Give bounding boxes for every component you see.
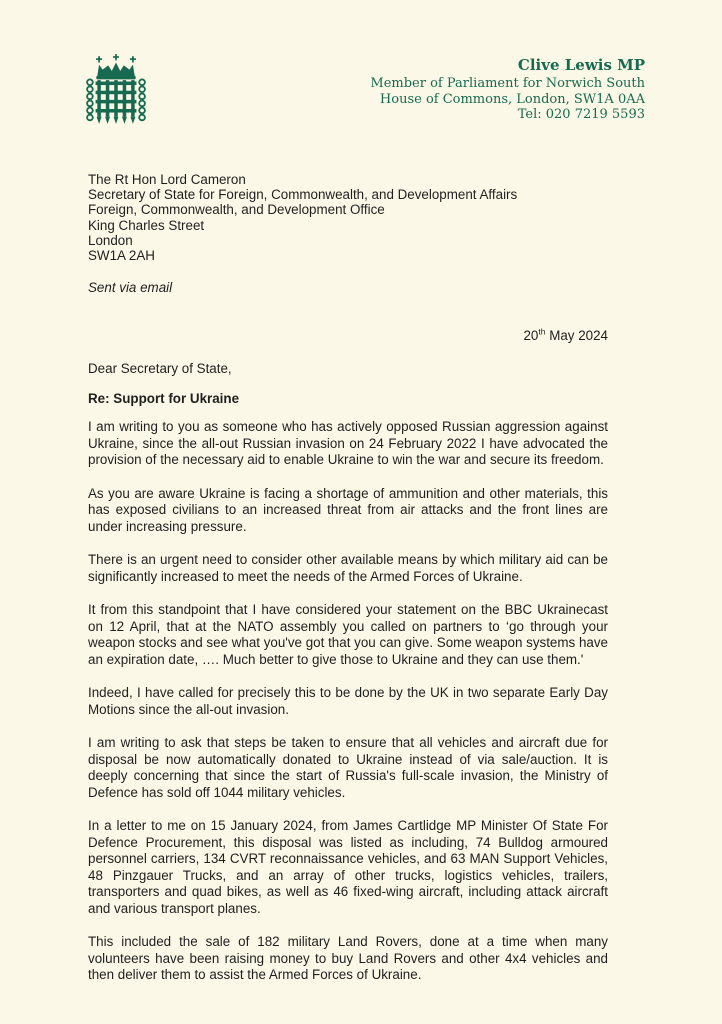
body-paragraph: As you are aware Ukraine is facing a shortage of ammunition and other materials, this has exposed civilians to an increased threat from air attacks and the front lines are under increasing pressure. — [88, 485, 608, 534]
date-ordinal: th — [538, 326, 546, 337]
recipient-line: Secretary of State for Foreign, Commonwealth, and Development Affairs — [88, 187, 518, 203]
recipient-line: London — [88, 232, 133, 248]
letterhead — [0, 0, 722, 131]
recipient-line: King Charles Street — [88, 217, 205, 233]
letter-date — [88, 328, 608, 345]
date-month-year: May 2024 — [545, 327, 608, 343]
body-paragraph: There is an urgent need to consider other available means by which military aid can be significantly increased to meet the needs of the Armed Forces of Ukraine. — [88, 552, 608, 584]
portcullis-crown-icon — [85, 54, 147, 131]
delivery-note: Sent via email — [88, 280, 173, 296]
recipient-line: Foreign, Commonwealth, and Development Office — [88, 202, 385, 218]
recipient-line: SW1A 2AH — [88, 248, 155, 264]
body-paragraph: I am writing to you as someone who has actively opposed Russian aggression against Ukraine, since the all-out Russian invasion on 24 February 2022 I have advocated the provision of the necessary aid to enable Ukraine to win the war and secure its freedom. — [88, 419, 608, 468]
recipient-line: The Rt Hon Lord Cameron — [88, 172, 246, 187]
date-day: 20 — [523, 327, 539, 343]
sender-role: Member of Parliament for Norwich South — [370, 76, 645, 91]
letter-body — [88, 172, 608, 984]
sender-phone: Tel: 020 7219 5593 — [517, 107, 645, 122]
subject-line: Re: Support for Ukraine — [88, 390, 240, 406]
salutation: Dear Secretary of State, — [88, 361, 232, 377]
body-paragraph: Indeed, I have called for precisely this to be done by the UK in two separate Early Day Motions since the all-out invasion. — [88, 685, 608, 717]
body-paragraph: It from this standpoint that I have considered your statement on the BBC Ukrainecast on 12 April, that at the NATO assembly you called on partners to ‘go through your weapon stocks and see what you've got that you can give. Some weapon systems have an expiration date, …. Much better to give those to Ukraine and they can use them.' — [88, 602, 608, 667]
sender-name: Clive Lewis MP — [517, 56, 645, 74]
sender-address: House of Commons, London, SW1A 0AA — [379, 91, 645, 107]
recipient-address — [88, 172, 608, 263]
body-paragraph: I am writing to ask that steps be taken to ensure that all vehicles and aircraft due for disposal be now automatically donated to Ukraine instead of via sale/auction. It is deeply concerning that since the start of Russia's full-scale invasion, the Ministry of Defence has sold off 1044 military vehicles. — [88, 735, 608, 800]
sender-contact-block — [370, 56, 645, 123]
body-paragraph: This included the sale of 182 military Land Rovers, done at a time when many volunteers have been raising money to buy Land Rovers and other 4x4 vehicles and then deliver them to assist the Armed Forces of Ukraine. — [88, 934, 608, 983]
body-paragraph: In a letter to me on 15 January 2024, from James Cartlidge MP Minister Of State For Defence Procurement, this disposal was listed as including, 74 Bulldog armoured personnel carriers, 134 CVRT reconnaissance vehicles, and 63 MAN Support Vehicles, 48 Pinzgauer Trucks, and an array of other trucks, logistics vehicles, trailers, transporters and quad bikes, as well as 46 fixed-wing aircraft, including attack aircraft and various transport planes. — [88, 818, 608, 916]
